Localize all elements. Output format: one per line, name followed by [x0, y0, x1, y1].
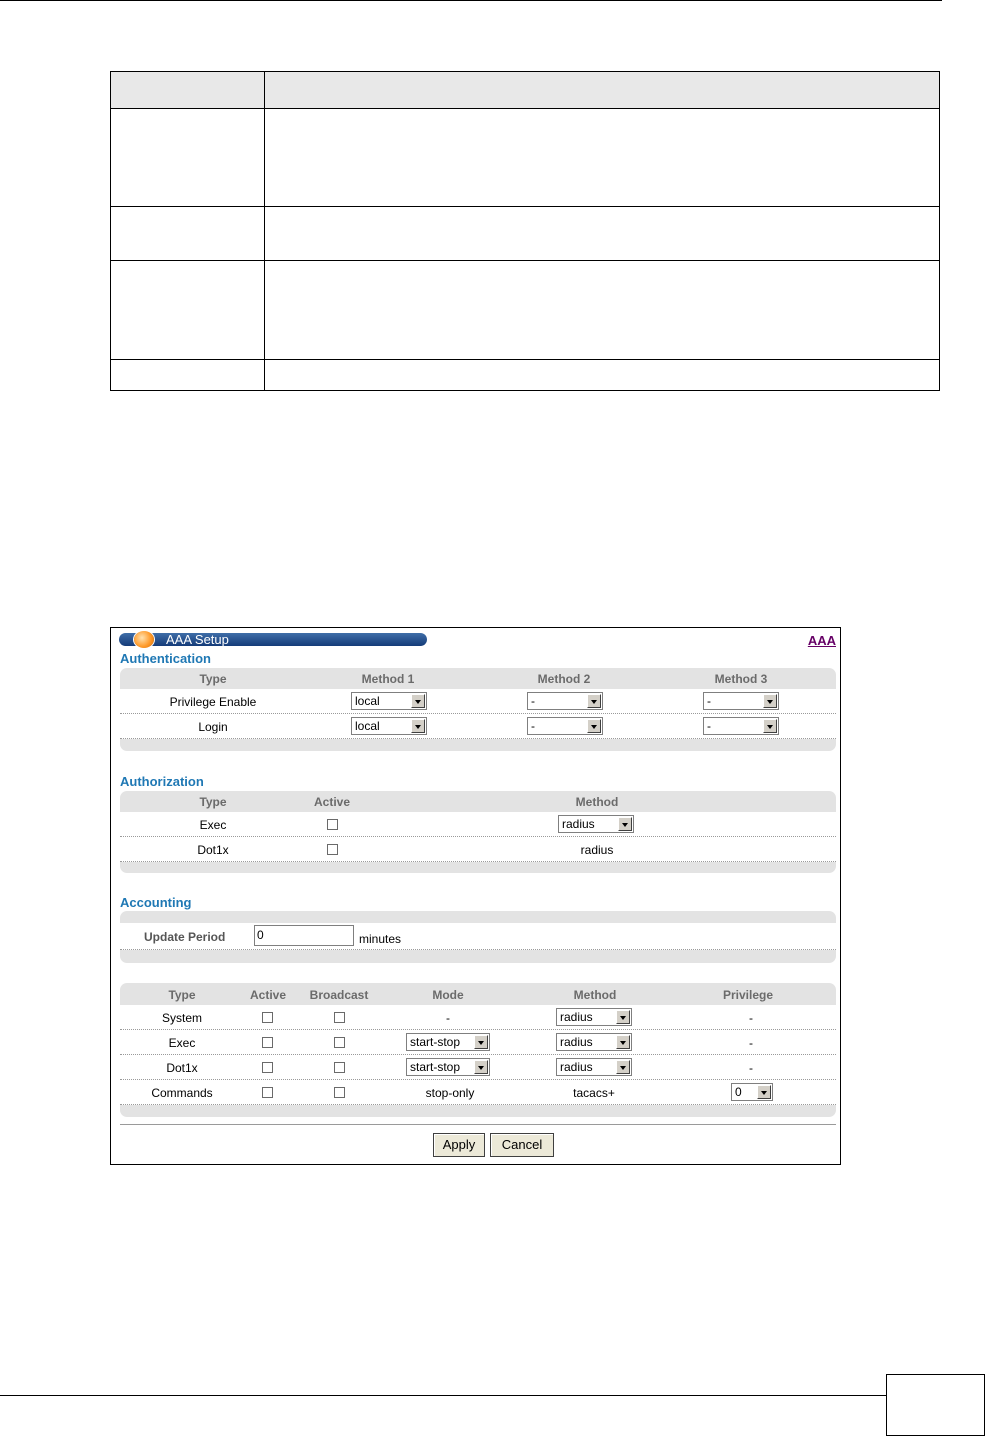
table-cell	[265, 360, 940, 391]
acct-commands-broadcast-checkbox[interactable]	[334, 1087, 345, 1098]
table-header-cell	[111, 72, 265, 109]
button-divider	[120, 1124, 836, 1125]
auth-login-method1-select[interactable]: local	[351, 717, 427, 735]
description-table	[110, 71, 940, 391]
authz-header-active: Active	[313, 795, 351, 809]
chevron-down-icon[interactable]	[616, 1060, 630, 1074]
authz-type-dot1x: Dot1x	[197, 843, 229, 857]
update-period-row	[120, 923, 836, 950]
update-period-panel	[120, 911, 836, 963]
aaa-setup-screenshot	[110, 627, 841, 1165]
auth-privilege-method2-select[interactable]: -	[527, 692, 603, 710]
auth-privilege-method1-select[interactable]: local	[351, 692, 427, 710]
aaa-link[interactable]: AAA	[807, 633, 836, 648]
table-row	[120, 1030, 836, 1055]
chevron-down-icon[interactable]	[474, 1060, 488, 1074]
authentication-title: Authentication	[120, 651, 211, 666]
chevron-down-icon[interactable]	[618, 817, 632, 831]
chevron-down-icon[interactable]	[763, 719, 777, 733]
acct-dot1x-broadcast-checkbox[interactable]	[334, 1062, 345, 1073]
acct-header-active: Active	[249, 988, 287, 1002]
chevron-down-icon[interactable]	[411, 719, 425, 733]
table-row	[120, 1055, 836, 1080]
table-row	[120, 689, 836, 714]
acct-header-broadcast: Broadcast	[309, 988, 369, 1002]
acct-type-commands: Commands	[151, 1086, 213, 1100]
acct-header-type: Type	[168, 988, 196, 1002]
authz-dot1x-method: radius	[580, 843, 614, 857]
title-bar	[119, 633, 427, 646]
screen-title: AAA Setup	[166, 632, 229, 647]
update-period-unit: minutes	[359, 932, 402, 946]
acct-dot1x-mode-select[interactable]: start-stop	[406, 1058, 490, 1076]
auth-privilege-method3-select[interactable]: -	[703, 692, 779, 710]
top-rule	[0, 0, 942, 1]
authorization-panel	[120, 791, 836, 873]
chevron-down-icon[interactable]	[411, 694, 425, 708]
table-row	[120, 1080, 836, 1105]
acct-commands-mode: stop-only	[425, 1086, 475, 1100]
acct-header-privilege: Privilege	[722, 988, 774, 1002]
accounting-panel	[120, 983, 836, 1117]
auth-header-method3: Method 3	[714, 672, 768, 686]
acct-commands-active-checkbox[interactable]	[262, 1087, 273, 1098]
acct-dot1x-active-checkbox[interactable]	[262, 1062, 273, 1073]
auth-type-privilege-enable: Privilege Enable	[169, 695, 257, 709]
table-row	[120, 1005, 836, 1030]
update-period-label: Update Period	[144, 930, 226, 944]
chevron-down-icon[interactable]	[616, 1010, 630, 1024]
auth-type-login: Login	[198, 720, 228, 734]
acct-header-method: Method	[573, 988, 617, 1002]
orb-icon	[134, 631, 154, 648]
chevron-down-icon[interactable]	[757, 1085, 771, 1099]
chevron-down-icon[interactable]	[474, 1035, 488, 1049]
authz-exec-method-select[interactable]: radius	[558, 815, 634, 833]
table-cell	[111, 261, 265, 360]
acct-exec-broadcast-checkbox[interactable]	[334, 1037, 345, 1048]
page-number-box	[886, 1374, 985, 1436]
authz-header-method: Method	[575, 795, 619, 809]
acct-type-system: System	[161, 1011, 203, 1025]
auth-login-method3-select[interactable]: -	[703, 717, 779, 735]
chevron-down-icon[interactable]	[616, 1035, 630, 1049]
acct-system-privilege: -	[749, 1011, 753, 1025]
bottom-rule	[0, 1395, 886, 1396]
table-row	[120, 837, 836, 862]
acct-system-active-checkbox[interactable]	[262, 1012, 273, 1023]
authz-exec-active-checkbox[interactable]	[327, 819, 338, 830]
cancel-button[interactable]: Cancel	[490, 1133, 554, 1157]
acct-commands-method: tacacs+	[573, 1086, 615, 1100]
acct-system-mode: -	[446, 1011, 450, 1025]
chevron-down-icon[interactable]	[587, 694, 601, 708]
chevron-down-icon[interactable]	[587, 719, 601, 733]
acct-type-exec: Exec	[168, 1036, 196, 1050]
apply-button[interactable]: Apply	[433, 1133, 485, 1157]
table-cell	[265, 207, 940, 261]
authorization-title: Authorization	[120, 774, 204, 789]
acct-dot1x-method-select[interactable]: radius	[556, 1058, 632, 1076]
auth-header-method2: Method 2	[537, 672, 591, 686]
accounting-title: Accounting	[120, 895, 192, 910]
auth-header-type: Type	[199, 672, 227, 686]
update-period-input[interactable]: 0	[254, 925, 354, 946]
acct-type-dot1x: Dot1x	[166, 1061, 198, 1075]
table-row	[120, 812, 836, 837]
acct-dot1x-privilege: -	[749, 1061, 753, 1075]
table-cell	[111, 207, 265, 261]
chevron-down-icon[interactable]	[763, 694, 777, 708]
acct-exec-privilege: -	[749, 1036, 753, 1050]
acct-system-broadcast-checkbox[interactable]	[334, 1012, 345, 1023]
authentication-panel	[120, 668, 836, 751]
authz-header-type: Type	[199, 795, 227, 809]
acct-commands-privilege-select[interactable]: 0	[731, 1083, 773, 1101]
authz-type-exec: Exec	[199, 818, 227, 832]
acct-exec-mode-select[interactable]: start-stop	[406, 1033, 490, 1051]
table-row	[120, 714, 836, 739]
table-cell	[111, 360, 265, 391]
auth-login-method2-select[interactable]: -	[527, 717, 603, 735]
table-header-cell	[265, 72, 940, 109]
table-cell	[265, 109, 940, 207]
table-cell	[111, 109, 265, 207]
acct-header-mode: Mode	[432, 988, 464, 1002]
acct-exec-active-checkbox[interactable]	[262, 1037, 273, 1048]
acct-system-method-select[interactable]: radius	[556, 1008, 632, 1026]
auth-header-method1: Method 1	[361, 672, 415, 686]
acct-exec-method-select[interactable]: radius	[556, 1033, 632, 1051]
table-cell	[265, 261, 940, 360]
authz-dot1x-active-checkbox[interactable]	[327, 844, 338, 855]
